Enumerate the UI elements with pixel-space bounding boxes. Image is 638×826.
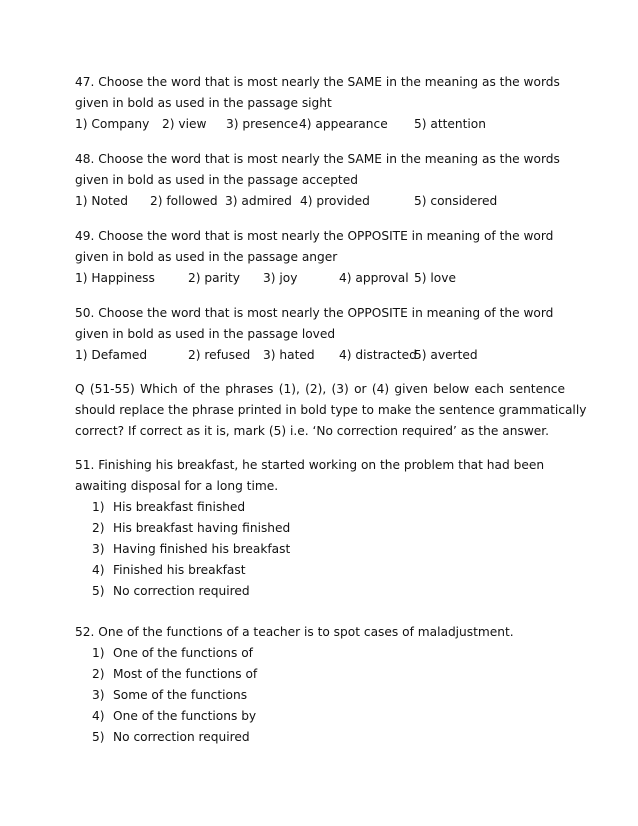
instruction-text: Q (51-55) Which of the phrases (1), (2), (3) or (4) given below each sentence [75,382,565,396]
question-52 [75,622,565,748]
question-text: awaiting disposal for a long time. [75,479,279,493]
question-text: 48. Choose the word that is most nearly the SAME in the meaning as the words [75,152,560,166]
question-text: given in bold as used in the passage anger [75,250,338,264]
option-row [75,268,565,289]
option: 1) Defamed [75,348,148,362]
option: 5) considered [414,194,498,208]
question-text: given in bold as used in the passage sight [75,96,332,110]
list-item: 1) His breakfast finished [92,500,246,514]
question-text: 52. One of the functions of a teacher is to spot cases of maladjustment. [75,625,514,639]
option: 3) presence [226,117,299,131]
question-47 [75,72,565,135]
section-instruction [75,379,587,442]
option: 3) hated [263,348,315,362]
list-item: 5) No correction required [92,584,250,598]
question-48 [75,149,565,212]
list-item: 2) Most of the functions of [92,667,258,681]
option-row [75,114,565,135]
list-item: 3) Some of the functions [92,688,248,702]
option: 1) Company [75,117,150,131]
option-row [75,191,565,212]
option: 3) joy [263,271,298,285]
question-text: 49. Choose the word that is most nearly the OPPOSITE in meaning of the word [75,229,554,243]
instruction-text: should replace the phrase printed in bold type to make the sentence grammatically [75,403,587,417]
option: 5) attention [414,117,486,131]
option: 2) view [162,117,207,131]
option: 2) followed [150,194,218,208]
option: 4) provided [300,194,370,208]
list-item: 4) Finished his breakfast [92,563,246,577]
option-row [75,345,565,366]
question-text: given in bold as used in the passage accepted [75,173,358,187]
question-text: given in bold as used in the passage loved [75,327,336,341]
question-50 [75,303,565,366]
option: 4) distracted [339,348,417,362]
question-text: 51. Finishing his breakfast, he started working on the problem that had been [75,458,545,472]
option-list [75,497,565,602]
question-text: 47. Choose the word that is most nearly the SAME in the meaning as the words [75,75,560,89]
instruction-text: correct? If correct as it is, mark (5) i.e. ‘No correction required’ as the answer. [75,424,550,438]
option: 4) appearance [299,117,388,131]
option: 2) parity [188,271,240,285]
list-item: 3) Having finished his breakfast [92,542,291,556]
option-list [75,643,565,748]
option: 2) refused [188,348,251,362]
option: 4) approval [339,271,409,285]
question-51 [75,455,565,602]
option: 5) averted [414,348,478,362]
list-item: 4) One of the functions by [92,709,257,723]
list-item: 2) His breakfast having finished [92,521,291,535]
option: 3) admired [225,194,292,208]
option: 5) love [414,271,456,285]
list-item: 1) One of the functions of [92,646,253,660]
question-49 [75,226,565,289]
list-item: 5) No correction required [92,730,250,744]
option: 1) Happiness [75,271,155,285]
document-page [75,72,587,748]
option: 1) Noted [75,194,128,208]
question-text: 50. Choose the word that is most nearly the OPPOSITE in meaning of the word [75,306,554,320]
